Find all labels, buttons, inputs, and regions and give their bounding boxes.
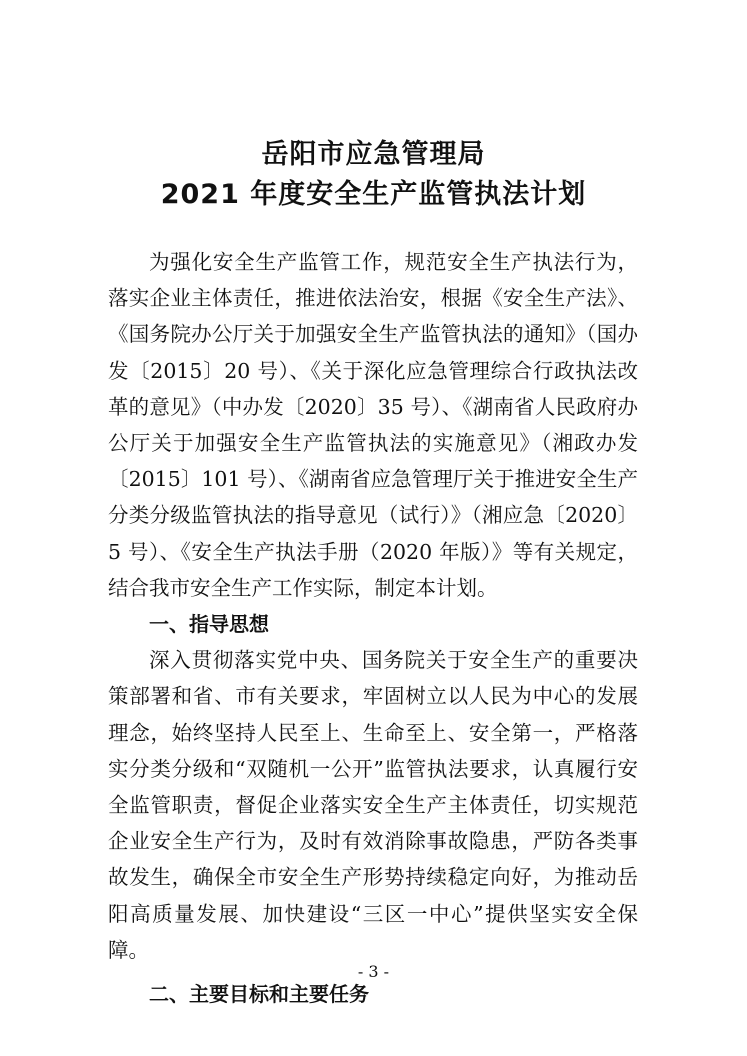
intro-paragraph: 为强化安全生产监管工作，规范安全生产执法行为，落实企业主体责任，推进依法治安，根据《安全生产法》、《国务院办公厅关于加强安全生产监管执法的通知》（国办发〔2015〕20 号）、《关于深化应急管理综合行政执法改革的意见》（中办发〔2020〕35 号）、《湖南省人民政府办公厅关于加强安全生产监管执法的实施意见》（湘政办发〔2015〕101 号）、《湖南省应急管理厅关于推进安全生产分类分级监管执法的指导意见（试行）》（湘应急〔2020〕5 号）、《安全生产执法手册（2020 年版）》等有关规定，结合我市安全生产工作实际，制定本计划。	[108, 250, 638, 600]
document-title-line1: 岳阳市应急管理局	[261, 139, 486, 170]
section1-paragraph: 深入贯彻落实党中央、国务院关于安全生产的重要决策部署和省、市有关要求，牢固树立以人民为中心的发展理念，始终坚持人民至上、生命至上、安全第一，严格落实分类分级和“双随机一公开”监管执法要求，认真履行安全监管职责，督促企业落实安全生产主体责任，切实规范企业安全生产行为，及时有效消除事故隐患，严防各类事故发生，确保全市安全生产形势持续稳定向好，为推动岳阳高质量发展、加快建设“三区一中心”提供坚实安全保障。	[108, 648, 638, 962]
document-title-line2: 2021 年度安全生产监管执法计划	[160, 179, 587, 210]
section2-heading: 二、主要目标和主要任务	[149, 982, 369, 1007]
document-body	[108, 244, 638, 1012]
page-number: - 3 -	[357, 962, 390, 981]
section1-heading: 一、指导思想	[149, 612, 269, 637]
